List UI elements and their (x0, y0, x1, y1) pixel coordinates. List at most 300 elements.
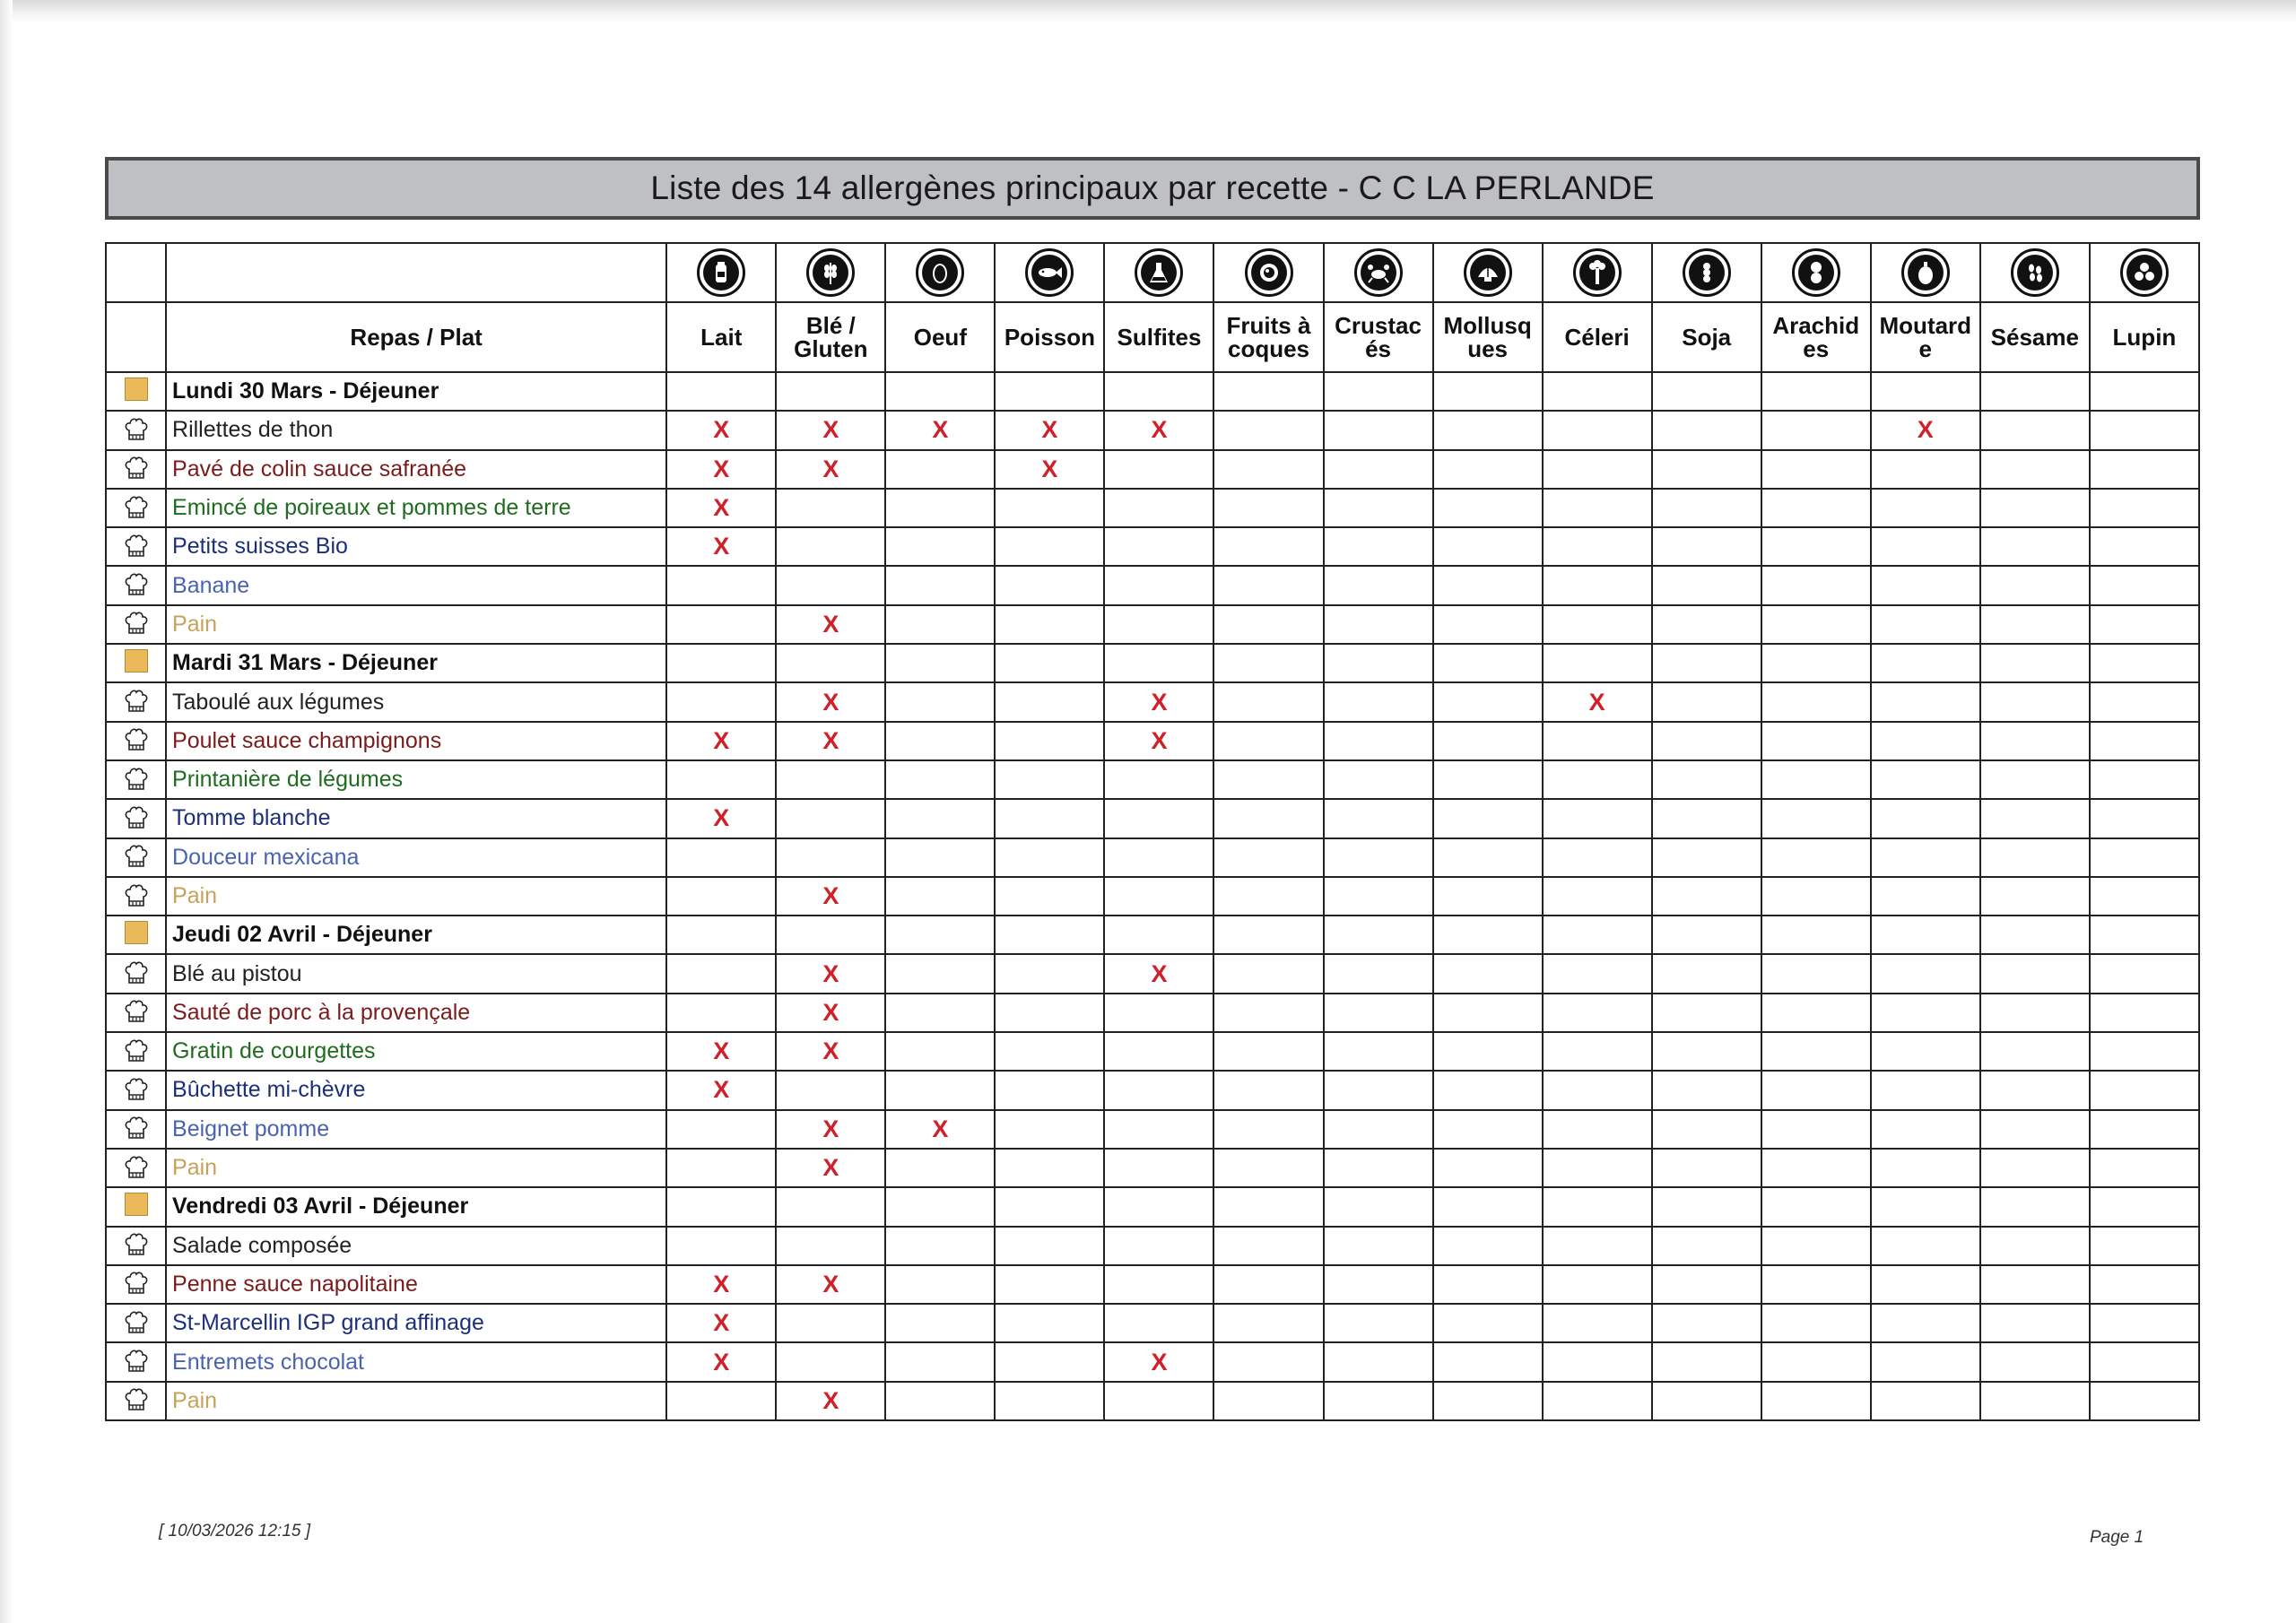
dish-name: Rillettes de thon (166, 411, 666, 449)
allergen-icon-cell (1104, 243, 1213, 302)
allergen-cell-sesame (1980, 1342, 2090, 1381)
allergen-cell-arachid-es (1761, 1265, 1871, 1304)
dish-name: Pain (166, 877, 666, 916)
allergen-cell-mollusq-ues (1433, 682, 1543, 721)
allergen-cell-fruits-a-coques (1213, 566, 1323, 604)
allergen-cell-arachid-es (1761, 605, 1871, 644)
allergen-header-celeri: Céleri (1543, 302, 1652, 372)
table-body (106, 372, 2199, 1420)
allergen-cell-celeri (1543, 838, 1652, 877)
allergen-cell-fruits-a-coques (1213, 916, 1323, 954)
allergen-cell-poisson (995, 994, 1104, 1032)
dish-name: Penne sauce napolitaine (166, 1265, 666, 1304)
allergen-cell-poisson (995, 1382, 1104, 1420)
mustard-jar-icon (1901, 248, 1950, 297)
allergen-cell-poisson (995, 877, 1104, 916)
allergen-cell-fruits-a-coques (1213, 954, 1323, 993)
allergen-cell-celeri (1543, 916, 1652, 954)
chef-hat-icon (125, 539, 148, 554)
allergen-cell-oeuf (885, 682, 995, 721)
dish-name: Petits suisses Bio (166, 527, 666, 566)
allergen-cell-soja (1652, 527, 1761, 566)
allergen-cell-celeri (1543, 1110, 1652, 1149)
allergen-cell-soja (1652, 1265, 1761, 1304)
allergen-cell-oeuf (885, 1032, 995, 1071)
allergen-cell-soja (1652, 1227, 1761, 1265)
allergen-cell-fruits-a-coques (1213, 1071, 1323, 1109)
allergen-cell-sulfites (1104, 799, 1213, 838)
day-label: Lundi 30 Mars - Déjeuner (166, 372, 666, 411)
allergen-cell-lait (666, 372, 776, 411)
allergen-cell-oeuf (885, 1071, 995, 1109)
chef-hat-icon (125, 849, 148, 864)
day-label: Jeudi 02 Avril - Déjeuner (166, 916, 666, 954)
allergen-cell-moutard-e (1871, 682, 1980, 721)
allergen-cell-lait (666, 450, 776, 489)
allergen-cell-moutard-e (1871, 994, 1980, 1032)
allergen-cell-arachid-es (1761, 450, 1871, 489)
row-marker-cell (106, 760, 166, 799)
allergen-cell-oeuf (885, 1382, 995, 1420)
dish-row (106, 1071, 2199, 1109)
allergen-cell-oeuf (885, 1110, 995, 1149)
allergen-cell-moutard-e (1871, 450, 1980, 489)
allergen-cell-crustac-es (1324, 644, 1433, 682)
allergen-cell-poisson (995, 682, 1104, 721)
allergen-cell-arachid-es (1761, 1342, 1871, 1381)
allergen-cell-soja (1652, 994, 1761, 1032)
allergen-cell-soja (1652, 1071, 1761, 1109)
allergen-cell-crustac-es (1324, 1187, 1433, 1226)
allergen-cell-lait (666, 1227, 776, 1265)
allergen-cell-celeri (1543, 372, 1652, 411)
allergen-icon-cell (776, 243, 885, 302)
allergen-mark: X (713, 804, 730, 832)
dish-row (106, 450, 2199, 489)
allergen-cell-oeuf (885, 1342, 995, 1381)
allergen-cell-poisson (995, 1342, 1104, 1381)
day-label: Vendredi 03 Avril - Déjeuner (166, 1187, 666, 1226)
allergen-cell-fruits-a-coques (1213, 1265, 1323, 1304)
allergen-icon-cell (1213, 243, 1323, 302)
allergen-cell-crustac-es (1324, 799, 1433, 838)
chef-hat-icon (125, 1122, 148, 1137)
allergen-cell-mollusq-ues (1433, 799, 1543, 838)
allergen-mark: X (932, 416, 949, 444)
allergen-cell-poisson (995, 527, 1104, 566)
row-marker-cell (106, 566, 166, 604)
allergen-cell-poisson (995, 1265, 1104, 1304)
allergen-cell-ble-gluten (776, 877, 885, 916)
allergen-header-ble-gluten: Blé / Gluten (776, 302, 885, 372)
allergen-mark: X (822, 688, 839, 716)
chef-hat-icon (125, 1393, 148, 1409)
allergen-cell-soja (1652, 916, 1761, 954)
dish-row (106, 527, 2199, 566)
allergen-icon-cell (1652, 243, 1761, 302)
allergen-cell-ble-gluten (776, 760, 885, 799)
allergen-cell-fruits-a-coques (1213, 799, 1323, 838)
allergen-cell-mollusq-ues (1433, 489, 1543, 527)
chef-hat-icon (125, 694, 148, 709)
allergen-cell-fruits-a-coques (1213, 644, 1323, 682)
dish-row (106, 1342, 2199, 1381)
allergen-header-lupin: Lupin (2090, 302, 2199, 372)
allergen-mark: X (822, 416, 839, 444)
allergen-cell-lupin (2090, 1032, 2199, 1071)
row-marker-cell (106, 644, 166, 682)
row-marker-cell (106, 1382, 166, 1420)
allergen-cell-sulfites (1104, 489, 1213, 527)
allergen-icon-cell (1980, 243, 2090, 302)
allergen-cell-fruits-a-coques (1213, 1342, 1323, 1381)
chef-hat-icon (125, 966, 148, 981)
allergen-cell-ble-gluten (776, 994, 885, 1032)
chef-hat-icon (125, 772, 148, 787)
allergen-cell-arachid-es (1761, 372, 1871, 411)
allergen-mark: X (822, 1037, 839, 1065)
allergen-cell-sesame (1980, 1032, 2090, 1071)
allergen-cell-ble-gluten (776, 799, 885, 838)
allergen-mark: X (713, 416, 730, 444)
allergen-cell-fruits-a-coques (1213, 877, 1323, 916)
allergen-cell-lait (666, 1110, 776, 1149)
allergen-cell-moutard-e (1871, 372, 1980, 411)
allergen-cell-lait (666, 838, 776, 877)
dish-name: Printanière de légumes (166, 760, 666, 799)
allergen-mark: X (822, 882, 839, 909)
row-marker-cell (106, 722, 166, 760)
allergen-cell-fruits-a-coques (1213, 994, 1323, 1032)
celery-icon (1573, 248, 1622, 297)
allergen-header-sesame: Sésame (1980, 302, 2090, 372)
allergen-cell-crustac-es (1324, 877, 1433, 916)
allergen-cell-sesame (1980, 838, 2090, 877)
row-marker-cell (106, 682, 166, 721)
allergen-cell-celeri (1543, 1071, 1652, 1109)
chef-hat-icon (125, 1044, 148, 1059)
allergen-cell-lupin (2090, 682, 2199, 721)
allergen-cell-crustac-es (1324, 566, 1433, 604)
allergen-header-oeuf: Oeuf (885, 302, 995, 372)
allergen-cell-sesame (1980, 1071, 2090, 1109)
row-marker-cell (106, 994, 166, 1032)
allergen-cell-fruits-a-coques (1213, 1227, 1323, 1265)
allergen-cell-moutard-e (1871, 411, 1980, 449)
allergen-cell-ble-gluten (776, 566, 885, 604)
allergen-cell-crustac-es (1324, 1110, 1433, 1149)
row-marker-cell (106, 1227, 166, 1265)
allergen-cell-oeuf (885, 722, 995, 760)
allergen-cell-crustac-es (1324, 722, 1433, 760)
allergen-cell-lait (666, 1304, 776, 1342)
allergen-cell-mollusq-ues (1433, 1382, 1543, 1420)
allergen-cell-celeri (1543, 411, 1652, 449)
allergen-icon-row (106, 243, 2199, 302)
allergen-icon-cell (1543, 243, 1652, 302)
allergen-header-lait: Lait (666, 302, 776, 372)
allergen-cell-crustac-es (1324, 527, 1433, 566)
allergen-mark: X (713, 1037, 730, 1065)
allergen-cell-arachid-es (1761, 1227, 1871, 1265)
allergen-cell-crustac-es (1324, 1227, 1433, 1265)
allergen-cell-mollusq-ues (1433, 566, 1543, 604)
allergen-cell-soja (1652, 722, 1761, 760)
allergen-cell-fruits-a-coques (1213, 1382, 1323, 1420)
peanut-icon (1792, 248, 1840, 297)
allergen-cell-celeri (1543, 760, 1652, 799)
allergen-cell-fruits-a-coques (1213, 605, 1323, 644)
dish-name: Taboulé aux légumes (166, 682, 666, 721)
allergen-cell-lait (666, 527, 776, 566)
allergen-cell-arachid-es (1761, 1382, 1871, 1420)
allergen-cell-ble-gluten (776, 644, 885, 682)
allergen-header-mollusq-ues: Mollusq ues (1433, 302, 1543, 372)
dish-name: Pain (166, 1382, 666, 1420)
allergen-cell-arachid-es (1761, 1071, 1871, 1109)
allergen-cell-oeuf (885, 838, 995, 877)
allergen-cell-oeuf (885, 760, 995, 799)
allergen-cell-crustac-es (1324, 916, 1433, 954)
allergen-cell-lupin (2090, 1187, 2199, 1226)
allergen-cell-arachid-es (1761, 566, 1871, 604)
allergen-cell-crustac-es (1324, 450, 1433, 489)
allergen-cell-lupin (2090, 954, 2199, 993)
allergen-cell-poisson (995, 489, 1104, 527)
allergen-cell-mollusq-ues (1433, 1032, 1543, 1071)
page-number: Page 1 (2090, 1528, 2144, 1547)
allergen-cell-poisson (995, 916, 1104, 954)
dish-name: Beignet pomme (166, 1110, 666, 1149)
allergen-mark: X (713, 726, 730, 754)
allergen-cell-moutard-e (1871, 1187, 1980, 1226)
allergen-cell-sesame (1980, 1382, 2090, 1420)
allergen-mark: X (1151, 416, 1168, 444)
dish-row (106, 605, 2199, 644)
allergen-cell-sulfites (1104, 838, 1213, 877)
row-marker-cell (106, 527, 166, 566)
allergen-cell-celeri (1543, 1149, 1652, 1187)
allergen-cell-mollusq-ues (1433, 1304, 1543, 1342)
allergen-cell-sesame (1980, 527, 2090, 566)
allergen-cell-fruits-a-coques (1213, 1149, 1323, 1187)
allergen-cell-sesame (1980, 644, 2090, 682)
allergen-cell-mollusq-ues (1433, 644, 1543, 682)
chef-hat-icon (125, 1005, 148, 1020)
row-marker-cell (106, 1032, 166, 1071)
allergen-cell-moutard-e (1871, 1149, 1980, 1187)
day-label: Mardi 31 Mars - Déjeuner (166, 644, 666, 682)
allergen-cell-lait (666, 1149, 776, 1187)
allergen-mark: X (713, 1348, 730, 1376)
allergen-cell-lupin (2090, 1149, 2199, 1187)
allergen-cell-crustac-es (1324, 1342, 1433, 1381)
allergen-cell-mollusq-ues (1433, 1187, 1543, 1226)
allergen-cell-ble-gluten (776, 605, 885, 644)
dish-row (106, 877, 2199, 916)
fish-icon (1025, 248, 1074, 297)
allergen-label-row (106, 302, 2199, 372)
allergen-cell-poisson (995, 644, 1104, 682)
allergen-cell-soja (1652, 1304, 1761, 1342)
allergen-cell-sulfites (1104, 722, 1213, 760)
allergen-cell-fruits-a-coques (1213, 1304, 1323, 1342)
allergen-cell-sulfites (1104, 1227, 1213, 1265)
allergen-cell-sulfites (1104, 1149, 1213, 1187)
allergen-cell-sesame (1980, 994, 2090, 1032)
allergen-header-poisson: Poisson (995, 302, 1104, 372)
corner-cell (106, 243, 166, 302)
allergen-cell-lupin (2090, 1304, 2199, 1342)
chef-hat-icon (125, 733, 148, 749)
allergen-cell-sesame (1980, 605, 2090, 644)
row-marker-cell (106, 916, 166, 954)
row-marker-cell (106, 1071, 166, 1109)
dish-row (106, 1227, 2199, 1265)
allergen-cell-oeuf (885, 799, 995, 838)
allergen-cell-lupin (2090, 1382, 2199, 1420)
allergen-mark: X (1917, 416, 1934, 444)
allergen-cell-sulfites (1104, 1342, 1213, 1381)
allergen-cell-mollusq-ues (1433, 1110, 1543, 1149)
page-title: Liste des 14 allergènes principaux par recette - C C LA PERLANDE (109, 161, 2196, 216)
allergen-cell-lupin (2090, 605, 2199, 644)
allergen-header-fruits-a-coques: Fruits à coques (1213, 302, 1323, 372)
allergen-cell-moutard-e (1871, 527, 1980, 566)
allergen-cell-mollusq-ues (1433, 411, 1543, 449)
day-marker-icon (125, 378, 148, 401)
dish-row (106, 682, 2199, 721)
dish-row (106, 1304, 2199, 1342)
dish-name: Gratin de courgettes (166, 1032, 666, 1071)
allergen-cell-lait (666, 994, 776, 1032)
allergen-cell-ble-gluten (776, 450, 885, 489)
allergen-cell-soja (1652, 372, 1761, 411)
allergen-cell-soja (1652, 799, 1761, 838)
allergen-cell-ble-gluten (776, 722, 885, 760)
allergen-cell-poisson (995, 1187, 1104, 1226)
allergen-cell-fruits-a-coques (1213, 450, 1323, 489)
allergen-mark: X (822, 998, 839, 1026)
allergen-cell-soja (1652, 838, 1761, 877)
allergen-cell-fruits-a-coques (1213, 722, 1323, 760)
allergen-cell-celeri (1543, 450, 1652, 489)
allergen-cell-ble-gluten (776, 1382, 885, 1420)
allergen-cell-sesame (1980, 450, 2090, 489)
allergen-cell-mollusq-ues (1433, 722, 1543, 760)
allergen-cell-mollusq-ues (1433, 527, 1543, 566)
allergen-cell-crustac-es (1324, 1071, 1433, 1109)
allergen-cell-ble-gluten (776, 682, 885, 721)
allergen-cell-soja (1652, 877, 1761, 916)
allergen-mark: X (822, 726, 839, 754)
allergen-cell-mollusq-ues (1433, 760, 1543, 799)
dish-row (106, 411, 2199, 449)
allergen-cell-sulfites (1104, 450, 1213, 489)
allergen-cell-moutard-e (1871, 1304, 1980, 1342)
allergen-cell-mollusq-ues (1433, 1342, 1543, 1381)
allergen-cell-moutard-e (1871, 566, 1980, 604)
allergen-cell-celeri (1543, 1342, 1652, 1381)
row-marker-cell (106, 450, 166, 489)
allergen-cell-moutard-e (1871, 838, 1980, 877)
allergen-cell-ble-gluten (776, 527, 885, 566)
dish-row (106, 1110, 2199, 1149)
allergen-cell-mollusq-ues (1433, 877, 1543, 916)
allergen-cell-lupin (2090, 760, 2199, 799)
allergen-cell-crustac-es (1324, 682, 1433, 721)
allergen-cell-sesame (1980, 1227, 2090, 1265)
chef-hat-icon (125, 811, 148, 826)
allergen-cell-sulfites (1104, 760, 1213, 799)
dish-row (106, 994, 2199, 1032)
day-header-row (106, 916, 2199, 954)
allergen-cell-poisson (995, 411, 1104, 449)
allergen-mark: X (822, 1270, 839, 1298)
allergen-cell-arachid-es (1761, 1110, 1871, 1149)
allergen-cell-oeuf (885, 994, 995, 1032)
allergen-cell-ble-gluten (776, 1265, 885, 1304)
allergen-cell-fruits-a-coques (1213, 527, 1323, 566)
allergen-cell-ble-gluten (776, 372, 885, 411)
allergen-cell-sulfites (1104, 916, 1213, 954)
allergen-cell-sesame (1980, 489, 2090, 527)
allergen-cell-soja (1652, 1382, 1761, 1420)
dish-name: Pain (166, 605, 666, 644)
dish-name: Pavé de colin sauce safranée (166, 450, 666, 489)
allergen-cell-sesame (1980, 372, 2090, 411)
dish-row (106, 1032, 2199, 1071)
allergen-cell-ble-gluten (776, 1227, 885, 1265)
chef-hat-icon (125, 422, 148, 438)
allergen-cell-mollusq-ues (1433, 450, 1543, 489)
dish-row (106, 489, 2199, 527)
allergen-cell-sesame (1980, 722, 2090, 760)
allergen-cell-lupin (2090, 372, 2199, 411)
allergen-cell-fruits-a-coques (1213, 1032, 1323, 1071)
allergen-cell-fruits-a-coques (1213, 760, 1323, 799)
chef-hat-icon (125, 1237, 148, 1253)
allergen-cell-moutard-e (1871, 605, 1980, 644)
allergen-cell-lait (666, 916, 776, 954)
allergen-cell-oeuf (885, 450, 995, 489)
allergen-mark: X (822, 959, 839, 987)
chef-hat-icon (125, 577, 148, 593)
allergen-cell-mollusq-ues (1433, 1265, 1543, 1304)
allergen-cell-lupin (2090, 566, 2199, 604)
dish-name: Sauté de porc à la provençale (166, 994, 666, 1032)
allergen-mark: X (1041, 455, 1058, 482)
dish-row (106, 954, 2199, 993)
allergen-cell-mollusq-ues (1433, 372, 1543, 411)
allergen-cell-sulfites (1104, 1071, 1213, 1109)
allergen-cell-fruits-a-coques (1213, 372, 1323, 411)
allergen-cell-sulfites (1104, 994, 1213, 1032)
allergen-cell-celeri (1543, 489, 1652, 527)
allergen-mark: X (713, 1270, 730, 1298)
allergen-mark: X (713, 455, 730, 482)
allergen-cell-crustac-es (1324, 838, 1433, 877)
allergen-cell-soja (1652, 605, 1761, 644)
chef-hat-icon (125, 1277, 148, 1292)
allergen-cell-moutard-e (1871, 799, 1980, 838)
dish-row (106, 1149, 2199, 1187)
allergen-cell-soja (1652, 760, 1761, 799)
allergen-cell-fruits-a-coques (1213, 1110, 1323, 1149)
allergen-cell-sesame (1980, 954, 2090, 993)
allergen-cell-lait (666, 1187, 776, 1226)
allergen-cell-ble-gluten (776, 1032, 885, 1071)
